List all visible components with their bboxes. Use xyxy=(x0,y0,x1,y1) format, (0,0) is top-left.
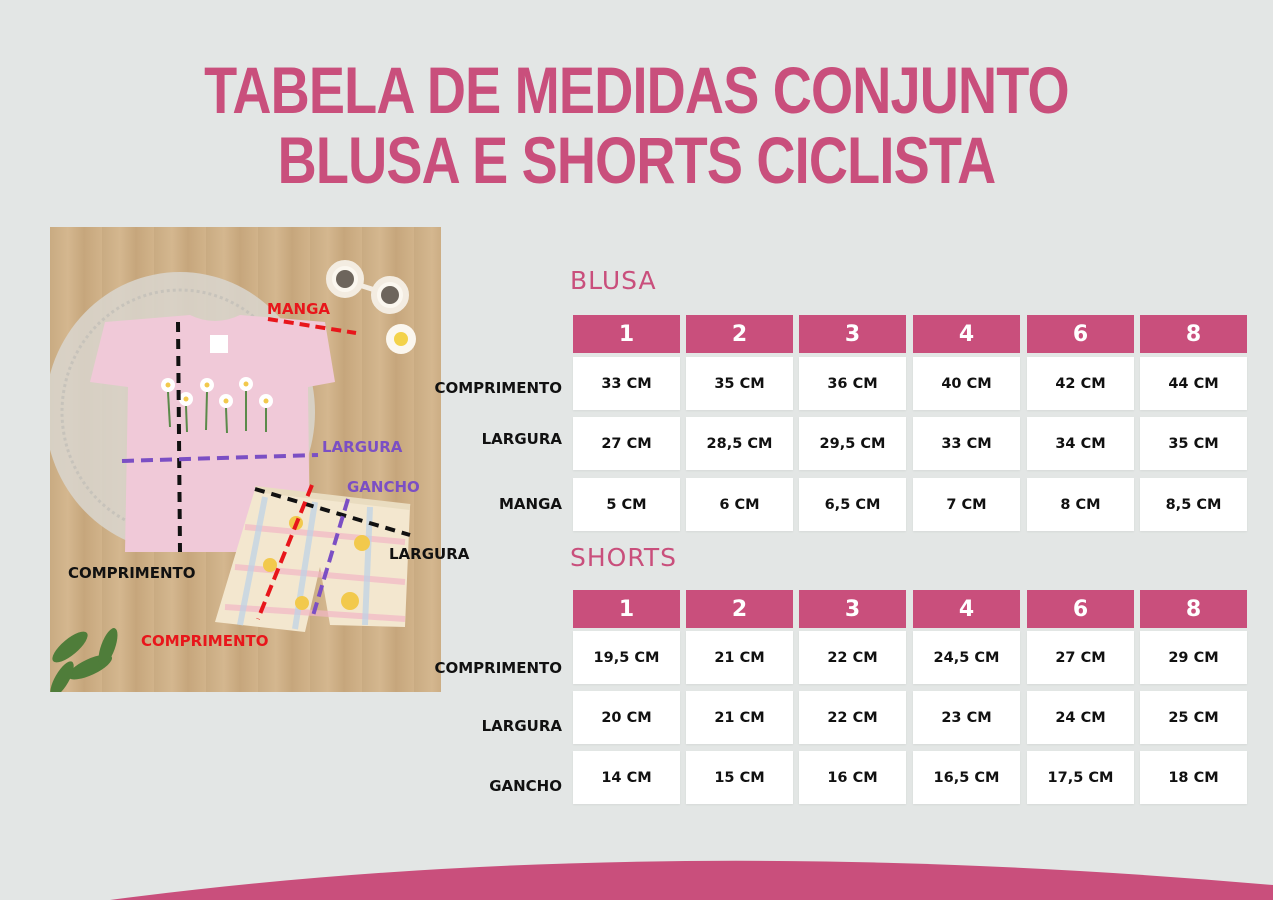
shorts-table-cell: 22 CM xyxy=(799,691,906,744)
shorts-table-cell: 24 CM xyxy=(1027,691,1134,744)
shorts-row-label: COMPRIMENTO xyxy=(434,659,562,677)
flower-clip-icon xyxy=(386,324,416,354)
shorts-table-cell: 16,5 CM xyxy=(913,751,1020,804)
shorts-row-label: LARGURA xyxy=(481,717,562,735)
product-photo xyxy=(50,227,441,692)
blusa-section-title: BLUSA xyxy=(570,266,657,295)
label-comprimento-blusa: COMPRIMENTO xyxy=(68,564,196,582)
blusa-table-cell: 6 CM xyxy=(686,478,793,531)
shorts-table-cell: 27 CM xyxy=(1027,631,1134,684)
label-largura-shorts: LARGURA xyxy=(389,545,470,563)
shorts-row-label: GANCHO xyxy=(489,777,562,795)
shorts-table-cell: 22 CM xyxy=(799,631,906,684)
label-comprimento-shorts: COMPRIMENTO xyxy=(141,632,269,650)
shorts-section-title: SHORTS xyxy=(570,543,678,572)
blusa-size-header: 4 xyxy=(913,315,1020,353)
shorts-table-cell: 17,5 CM xyxy=(1027,751,1134,804)
blusa-table-cell: 7 CM xyxy=(913,478,1020,531)
blusa-table-cell: 27 CM xyxy=(573,417,680,470)
page-title-line-2: BLUSA E SHORTS CICLISTA xyxy=(277,123,996,197)
blusa-table-cell: 8,5 CM xyxy=(1140,478,1247,531)
blusa-table-cell: 36 CM xyxy=(799,357,906,410)
blusa-table-cell: 33 CM xyxy=(573,357,680,410)
blusa-row-label: COMPRIMENTO xyxy=(434,379,562,397)
shorts-table-cell: 16 CM xyxy=(799,751,906,804)
shorts-size-header: 2 xyxy=(686,590,793,628)
product-illustration xyxy=(50,227,441,692)
shorts-table-cell: 21 CM xyxy=(686,691,793,744)
blusa-size-header: 2 xyxy=(686,315,793,353)
blusa-table-cell: 28,5 CM xyxy=(686,417,793,470)
blusa-table-cell: 8 CM xyxy=(1027,478,1134,531)
shirt-tag xyxy=(210,335,228,353)
shorts-table-cell: 23 CM xyxy=(913,691,1020,744)
shorts-table-cell: 14 CM xyxy=(573,751,680,804)
blusa-row-label: MANGA xyxy=(498,495,562,513)
bottom-wave-decoration xyxy=(0,840,1273,900)
blusa-table-cell: 5 CM xyxy=(573,478,680,531)
blusa-size-header: 1 xyxy=(573,315,680,353)
blusa-size-header: 3 xyxy=(799,315,906,353)
shorts-table-cell: 21 CM xyxy=(686,631,793,684)
shorts-table-cell: 24,5 CM xyxy=(913,631,1020,684)
shorts-size-header: 6 xyxy=(1027,590,1134,628)
shorts-size-header: 3 xyxy=(799,590,906,628)
shorts-size-header: 4 xyxy=(913,590,1020,628)
shorts-table-cell: 25 CM xyxy=(1140,691,1247,744)
label-gancho: GANCHO xyxy=(347,478,420,496)
shorts-table-cell: 19,5 CM xyxy=(573,631,680,684)
plant-leaves xyxy=(50,626,121,692)
blusa-size-header: 6 xyxy=(1027,315,1134,353)
shorts-table-cell: 29 CM xyxy=(1140,631,1247,684)
blusa-table-cell: 35 CM xyxy=(1140,417,1247,470)
sunglasses-icon xyxy=(329,263,406,311)
label-largura-blusa: LARGURA xyxy=(322,438,403,456)
blusa-table-cell: 6,5 CM xyxy=(799,478,906,531)
blusa-table-cell: 33 CM xyxy=(913,417,1020,470)
blusa-row-label: LARGURA xyxy=(481,430,562,448)
blusa-table-cell: 29,5 CM xyxy=(799,417,906,470)
blusa-size-header: 8 xyxy=(1140,315,1247,353)
blusa-table-cell: 42 CM xyxy=(1027,357,1134,410)
blusa-table-cell: 35 CM xyxy=(686,357,793,410)
label-manga: MANGA xyxy=(267,300,331,318)
shorts-size-header: 1 xyxy=(573,590,680,628)
blusa-table-cell: 44 CM xyxy=(1140,357,1247,410)
blusa-table-cell: 40 CM xyxy=(913,357,1020,410)
shorts-table-cell: 20 CM xyxy=(573,691,680,744)
blusa-table-cell: 34 CM xyxy=(1027,417,1134,470)
page-title-line-1: TABELA DE MEDIDAS CONJUNTO xyxy=(204,53,1069,127)
shorts-size-header: 8 xyxy=(1140,590,1247,628)
shorts-table-cell: 15 CM xyxy=(686,751,793,804)
shorts-table-cell: 18 CM xyxy=(1140,751,1247,804)
